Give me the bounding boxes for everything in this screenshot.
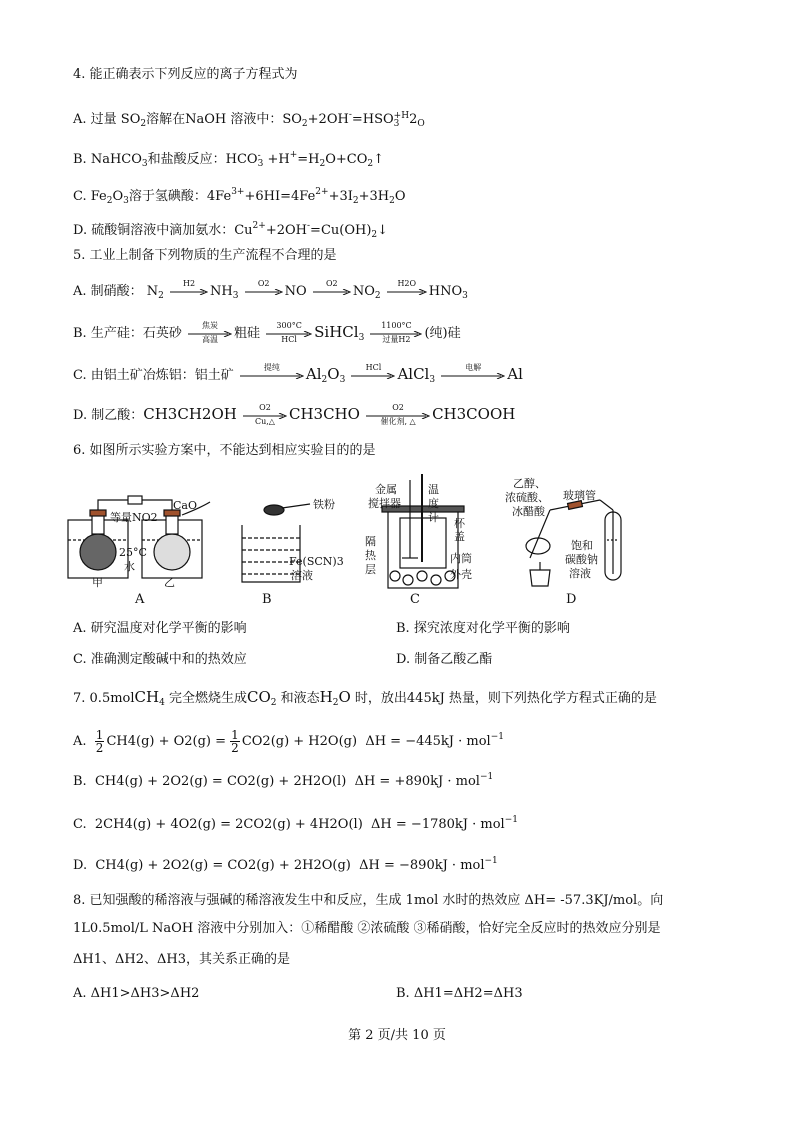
q4-option-b: B. NaHCO$_3$和盐酸反应：HCO - 3 $+H^+=H_2O+CO_2↑$ (73, 150, 384, 169)
q8-line-2: 1L0.5mol/L NaOH 溶液中分别加入：①稀醋酸 ②浓硫酸 ③稀硝酸，恰好完全反应时的热效应分别是 (73, 921, 661, 936)
fig-c-label-inner: 内筒 (450, 552, 472, 565)
fig-c-label-metal: 金属 (375, 483, 397, 496)
q6-option-c: C. 准确测定酸碱中和的热效应 (73, 652, 247, 667)
fig-a-label-temp: 25°C (119, 546, 147, 559)
q8-option-b: B. ΔH1=ΔH2=ΔH3 (396, 986, 523, 1001)
reaction-arrow: 电解 (441, 373, 505, 379)
fig-b-label-reagent: Fe(SCN)3 (289, 555, 344, 568)
fig-d-label-solution: 溶液 (569, 567, 591, 580)
reaction-arrow: O2 催化剂, △ (366, 413, 430, 419)
q5-stem: 5. 工业上制备下列物质的生产流程不合理的是 (73, 248, 337, 263)
q8-option-a: A. ΔH1>ΔH3>ΔH2 (73, 986, 200, 1001)
reaction-arrow: 300°C HCl (266, 331, 312, 337)
fig-b-caption: B (262, 592, 272, 607)
q6-option-a: A. 研究温度对化学平衡的影响 (73, 621, 247, 636)
q7-stem: 7. 0.5molCH$_4$ 完全燃烧生成$CO_2$ 和液态$H_2O$ 时，放出445kJ 热量，则下列热化学方程式正确的是 (73, 688, 657, 708)
q7-option-c: C. 2CH4(g) + 4O2(g) = 2CO2(g) + 4H2O(l) ΔH = −1780kJ · mol$^{-1}$ (73, 815, 518, 832)
q6-stem: 6. 如图所示实验方案中，不能达到相应实验目的的是 (73, 443, 376, 458)
reaction-arrow: H2O (387, 289, 427, 295)
fig-a-label-yi: 乙 (164, 576, 175, 589)
q7-option-b: B. CH4(g) + 2O2(g) = CO2(g) + 2H2O(l) ΔH = +890kJ · mol$^{-1}$ (73, 772, 494, 789)
reaction-arrow: O2 (313, 289, 351, 295)
q5-option-b: B. 生产硅：石英砂 焦炭 高温 粗硅 300°C HCl SiHCl$_3$ 1100°C 过量H2 (纯)硅 (73, 320, 461, 344)
fig-a-label-jia: 甲 (92, 576, 103, 589)
fig-d-label-acetic: 冰醋酸 (512, 505, 545, 518)
fig-b-label-iron: 铁粉 (313, 498, 335, 511)
q6-option-b: B. 探究浓度对化学平衡的影响 (396, 621, 570, 636)
reaction-arrow: 1100°C 过量H2 (370, 331, 422, 337)
fig-c-label-wen: 温 (428, 483, 439, 496)
fig-c-label-du: 度 (428, 497, 439, 510)
q7-option-a: A. $\frac{1}{2}$ CH4(g) + O2(g) = $\frac{1}{2}$ CO2(g) + H2O(g) ΔH = −445kJ · mol$^{-1}$ (73, 728, 504, 755)
fraction: $\frac{1}{2}$ (95, 728, 104, 755)
fig-d-label-saturated: 饱和 (571, 539, 593, 552)
reaction-arrow: O2 Cu,△ (243, 413, 287, 419)
q4-option-c: C. $Fe_2O_3$溶于氢碘酸：$4Fe^{3+}+6HI=4Fe^{2+}+3I_2+3H_2O$ (73, 187, 406, 206)
fig-d-label-carbonate: 碳酸钠 (565, 553, 598, 566)
fig-d-caption: D (566, 592, 577, 607)
reaction-arrow: 提纯 (240, 373, 304, 379)
fig-c-label-ge: 隔 (365, 535, 376, 548)
q5-option-a: A. 制硝酸： $N_2$ H2 $NH_3$ O2 NO O2 $NO_2$ H2O $HNO_3$ (73, 278, 468, 301)
fig-c-label-ji: 计 (428, 511, 439, 524)
q5-option-c: C. 由铝土矿冶炼铝：铝土矿 提纯 $Al_2O_3$ HCl AlCl$_3$ 电解 Al (73, 362, 523, 385)
q8-line-1: 8. 已知强酸的稀溶液与强碱的稀溶液发生中和反应，生成 1mol 水时的热效应 ΔH= -57.3KJ/mol。向 (73, 893, 664, 908)
fraction: $\frac{1}{2}$ (231, 728, 239, 755)
fig-a-label-water: 水 (124, 560, 135, 573)
reaction-arrow: 焦炭 高温 (188, 331, 232, 337)
fig-a-label-cao: CaO (173, 499, 197, 512)
fig-c-label-stirrer: 搅拌器 (368, 497, 401, 510)
fig-c-label-gai: 盖 (454, 530, 465, 543)
page-footer: 第 2 页/共 10 页 (348, 1028, 446, 1043)
fig-b-label-solution: 溶液 (291, 569, 313, 582)
q8-line-3: ΔH1、ΔH2、ΔH3，其关系正确的是 (73, 952, 290, 967)
q4-option-d: D. 硫酸铜溶液中滴加氨水：$Cu^{2+}+2OH^-=Cu(OH)_2↓$ (73, 221, 389, 240)
reaction-arrow: HCl (351, 373, 395, 379)
reaction-arrow: H2 (170, 289, 208, 295)
fig-c-label-bei: 杯 (454, 517, 465, 530)
fig-a-caption: A (135, 592, 145, 607)
fig-d-label-tube: 玻璃管 (563, 489, 596, 502)
fig-d-label-acid: 浓硫酸、 (505, 491, 549, 504)
q4-stem: 4. 能正确表示下列反应的离子方程式为 (73, 67, 298, 82)
q6-option-d: D. 制备乙酸乙酯 (396, 652, 493, 667)
fig-c-label-ceng: 层 (365, 563, 376, 576)
fig-c-caption: C (410, 592, 420, 607)
fig-a-label-no2: 等量NO2 (110, 511, 158, 524)
fig-d-label-ethanol: 乙醇、 (513, 477, 546, 490)
fig-c-label-re: 热 (365, 549, 376, 562)
reaction-arrow: O2 (245, 289, 283, 295)
q7-option-d: D. CH4(g) + 2O2(g) = CO2(g) + 2H2O(g) ΔH = −890kJ · mol$^{-1}$ (73, 856, 498, 873)
fig-c-label-outer: 外壳 (450, 568, 472, 581)
q4-option-a: A. 过量 $SO_2$溶解在NaOH 溶液中：$SO_2+2OH^-=HSO$ +H 3 $2_O$ (73, 110, 425, 129)
q5-option-d: D. 制乙酸：CH3CH2OH O2 Cu,△ CH3CHO O2 催化剂, △ CH3COOH (73, 402, 516, 426)
